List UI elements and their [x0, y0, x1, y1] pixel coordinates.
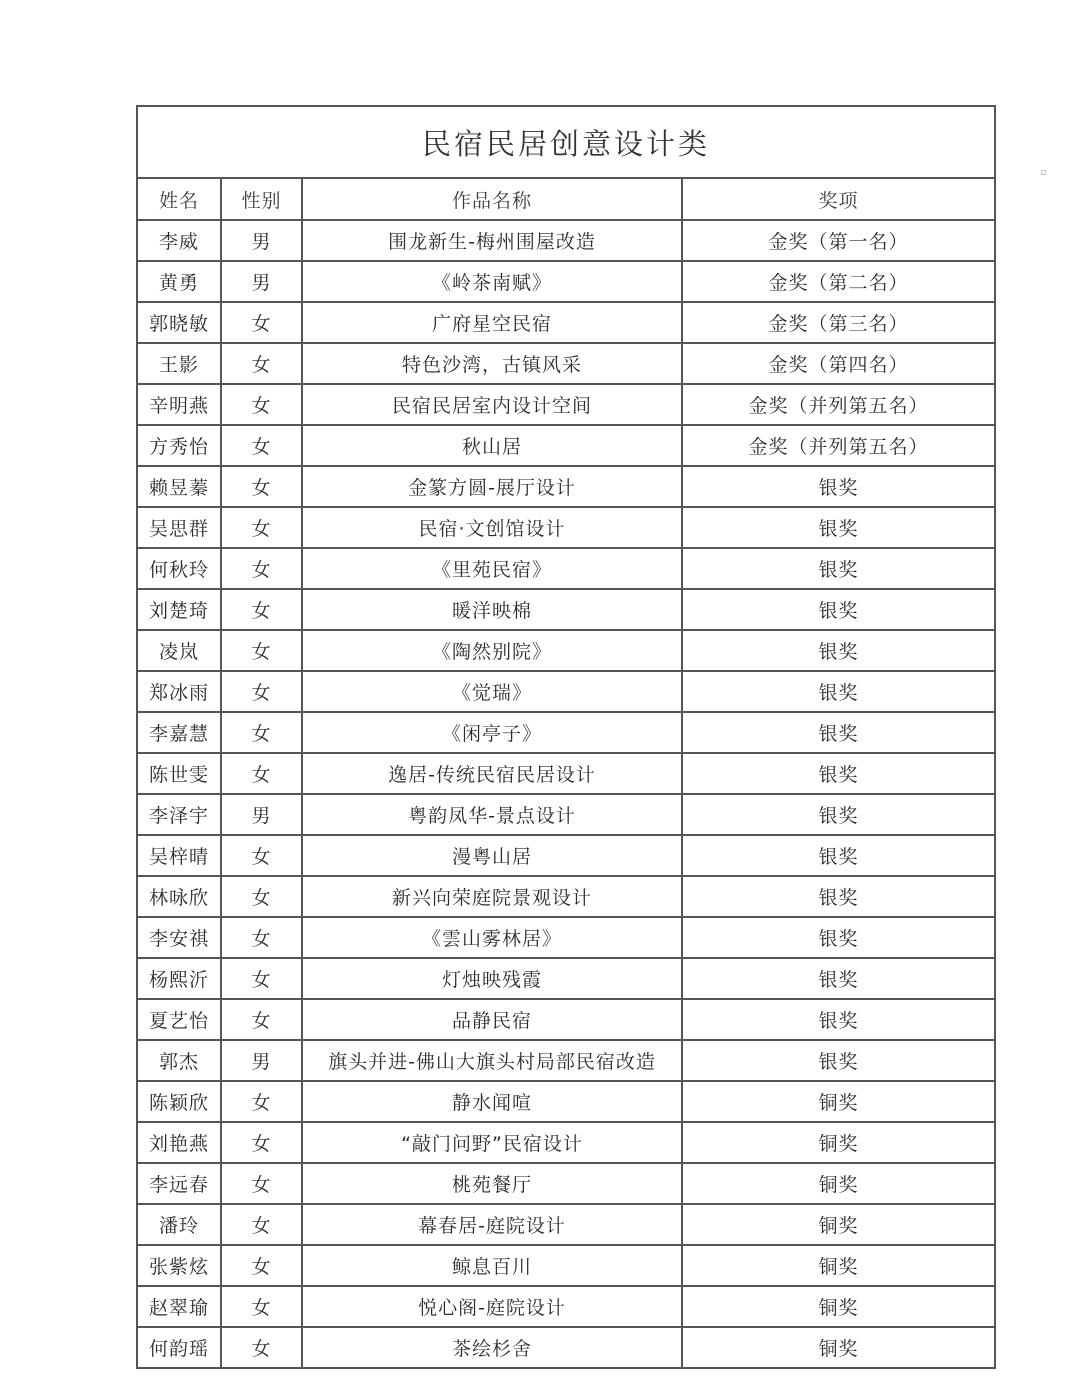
table-row [137, 876, 995, 917]
table-row [137, 1327, 995, 1368]
cell-gender: 女 [221, 548, 302, 589]
cell-name: 陈世雯 [137, 753, 221, 794]
cell-work: 《觉瑞》 [302, 671, 682, 712]
cell-gender: 女 [221, 671, 302, 712]
table-body [137, 220, 995, 1368]
cell-award: 金奖（第二名） [682, 261, 995, 302]
cell-award: 银奖 [682, 835, 995, 876]
cell-award: 金奖（并列第五名） [682, 425, 995, 466]
table-row [137, 835, 995, 876]
cell-gender: 女 [221, 507, 302, 548]
cell-work: 粤韵凤华-景点设计 [302, 794, 682, 835]
cell-work: 漫粤山居 [302, 835, 682, 876]
cell-name: 杨熙沂 [137, 958, 221, 999]
cell-work: 民宿·文创馆设计 [302, 507, 682, 548]
cell-work: 特色沙湾，古镇风采 [302, 343, 682, 384]
cell-award: 铜奖 [682, 1327, 995, 1368]
cell-award: 银奖 [682, 958, 995, 999]
cell-gender: 女 [221, 343, 302, 384]
cell-name: 夏艺怡 [137, 999, 221, 1040]
cell-name: 李安祺 [137, 917, 221, 958]
table-row [137, 425, 995, 466]
table-row [137, 1122, 995, 1163]
cell-gender: 女 [221, 917, 302, 958]
cell-name: 王影 [137, 343, 221, 384]
cell-name: 刘楚琦 [137, 589, 221, 630]
cell-work: 桃苑餐厅 [302, 1163, 682, 1204]
column-header-work: 作品名称 [302, 178, 682, 220]
header-row [137, 178, 995, 220]
cell-work: 《岭茶南赋》 [302, 261, 682, 302]
table-row [137, 261, 995, 302]
cell-gender: 男 [221, 220, 302, 261]
cell-gender: 女 [221, 1122, 302, 1163]
cell-work: 新兴向荣庭院景观设计 [302, 876, 682, 917]
cell-work: 民宿民居室内设计空间 [302, 384, 682, 425]
cell-award: 银奖 [682, 507, 995, 548]
cell-work: 幕春居-庭院设计 [302, 1204, 682, 1245]
cell-award: 银奖 [682, 671, 995, 712]
cell-work: 《雲山雾林居》 [302, 917, 682, 958]
cell-gender: 女 [221, 1286, 302, 1327]
cell-work: 旗头并进-佛山大旗头村局部民宿改造 [302, 1040, 682, 1081]
table-row [137, 712, 995, 753]
table-row [137, 220, 995, 261]
table-row [137, 1204, 995, 1245]
cell-work: “敲门问野”民宿设计 [302, 1122, 682, 1163]
table-row [137, 302, 995, 343]
cell-award: 银奖 [682, 917, 995, 958]
cell-work: 《里苑民宿》 [302, 548, 682, 589]
column-header-award: 奖项 [682, 178, 995, 220]
cell-gender: 女 [221, 1245, 302, 1286]
cell-work: 品静民宿 [302, 999, 682, 1040]
cell-name: 辛明燕 [137, 384, 221, 425]
cell-award: 金奖（第四名） [682, 343, 995, 384]
cell-gender: 女 [221, 384, 302, 425]
title-row [137, 106, 995, 178]
table-row [137, 1081, 995, 1122]
table-row [137, 1245, 995, 1286]
cell-gender: 女 [221, 302, 302, 343]
table-row [137, 548, 995, 589]
award-table [136, 105, 996, 1369]
cell-award: 银奖 [682, 999, 995, 1040]
cell-name: 李泽宇 [137, 794, 221, 835]
cell-work: 悦心阁-庭院设计 [302, 1286, 682, 1327]
cell-work: 灯烛映残霞 [302, 958, 682, 999]
scan-speck-mark: ▫ [1040, 168, 1047, 178]
cell-name: 凌岚 [137, 630, 221, 671]
cell-award: 银奖 [682, 1040, 995, 1081]
cell-work: 暖洋映棉 [302, 589, 682, 630]
table-row [137, 1040, 995, 1081]
cell-award: 银奖 [682, 589, 995, 630]
table-row [137, 999, 995, 1040]
cell-gender: 男 [221, 261, 302, 302]
cell-gender: 女 [221, 630, 302, 671]
table-row [137, 466, 995, 507]
cell-name: 李威 [137, 220, 221, 261]
cell-gender: 女 [221, 1204, 302, 1245]
table-row [137, 589, 995, 630]
cell-name: 李远春 [137, 1163, 221, 1204]
table-row [137, 384, 995, 425]
cell-gender: 女 [221, 958, 302, 999]
cell-award: 银奖 [682, 712, 995, 753]
table-row [137, 794, 995, 835]
cell-name: 黄勇 [137, 261, 221, 302]
column-header-gender: 性别 [221, 178, 302, 220]
cell-name: 郭晓敏 [137, 302, 221, 343]
cell-gender: 女 [221, 999, 302, 1040]
cell-work: 逸居-传统民宿民居设计 [302, 753, 682, 794]
cell-name: 刘艳燕 [137, 1122, 221, 1163]
cell-name: 何秋玲 [137, 548, 221, 589]
cell-name: 何韵瑶 [137, 1327, 221, 1368]
cell-award: 银奖 [682, 548, 995, 589]
cell-gender: 女 [221, 425, 302, 466]
table-row [137, 343, 995, 384]
cell-name: 赖昱蓁 [137, 466, 221, 507]
cell-award: 银奖 [682, 876, 995, 917]
table-row [137, 753, 995, 794]
table-row [137, 1286, 995, 1327]
cell-name: 郑冰雨 [137, 671, 221, 712]
cell-name: 潘玲 [137, 1204, 221, 1245]
cell-award: 铜奖 [682, 1081, 995, 1122]
cell-gender: 女 [221, 753, 302, 794]
cell-award: 银奖 [682, 630, 995, 671]
cell-award: 铜奖 [682, 1245, 995, 1286]
cell-award: 铜奖 [682, 1204, 995, 1245]
cell-award: 金奖（第一名） [682, 220, 995, 261]
cell-work: 秋山居 [302, 425, 682, 466]
cell-gender: 女 [221, 1327, 302, 1368]
table-row [137, 958, 995, 999]
table-row [137, 917, 995, 958]
cell-name: 郭杰 [137, 1040, 221, 1081]
cell-award: 铜奖 [682, 1122, 995, 1163]
cell-name: 张紫炫 [137, 1245, 221, 1286]
cell-work: 茶绘杉舍 [302, 1327, 682, 1368]
cell-work: 《闲亭子》 [302, 712, 682, 753]
cell-name: 林咏欣 [137, 876, 221, 917]
cell-name: 李嘉慧 [137, 712, 221, 753]
cell-work: 广府星空民宿 [302, 302, 682, 343]
cell-award: 银奖 [682, 794, 995, 835]
cell-work: 《陶然别院》 [302, 630, 682, 671]
cell-gender: 女 [221, 466, 302, 507]
table-row [137, 1163, 995, 1204]
cell-award: 银奖 [682, 753, 995, 794]
cell-name: 赵翠瑜 [137, 1286, 221, 1327]
cell-award: 金奖（第三名） [682, 302, 995, 343]
cell-name: 吴思群 [137, 507, 221, 548]
cell-gender: 女 [221, 876, 302, 917]
cell-gender: 男 [221, 794, 302, 835]
cell-gender: 女 [221, 1081, 302, 1122]
cell-name: 方秀怡 [137, 425, 221, 466]
cell-work: 鲸息百川 [302, 1245, 682, 1286]
column-header-name: 姓名 [137, 178, 221, 220]
table-row [137, 507, 995, 548]
cell-gender: 男 [221, 1040, 302, 1081]
cell-name: 吴梓晴 [137, 835, 221, 876]
cell-gender: 女 [221, 835, 302, 876]
table-title: 民宿民居创意设计类 [137, 106, 995, 178]
table-row [137, 671, 995, 712]
cell-award: 铜奖 [682, 1163, 995, 1204]
cell-gender: 女 [221, 1163, 302, 1204]
cell-name: 陈颖欣 [137, 1081, 221, 1122]
cell-gender: 女 [221, 589, 302, 630]
cell-work: 静水闻喧 [302, 1081, 682, 1122]
cell-award: 金奖（并列第五名） [682, 384, 995, 425]
cell-work: 金篆方圆-展厅设计 [302, 466, 682, 507]
table-row [137, 630, 995, 671]
cell-work: 围龙新生-梅州围屋改造 [302, 220, 682, 261]
cell-award: 银奖 [682, 466, 995, 507]
cell-award: 铜奖 [682, 1286, 995, 1327]
cell-gender: 女 [221, 712, 302, 753]
